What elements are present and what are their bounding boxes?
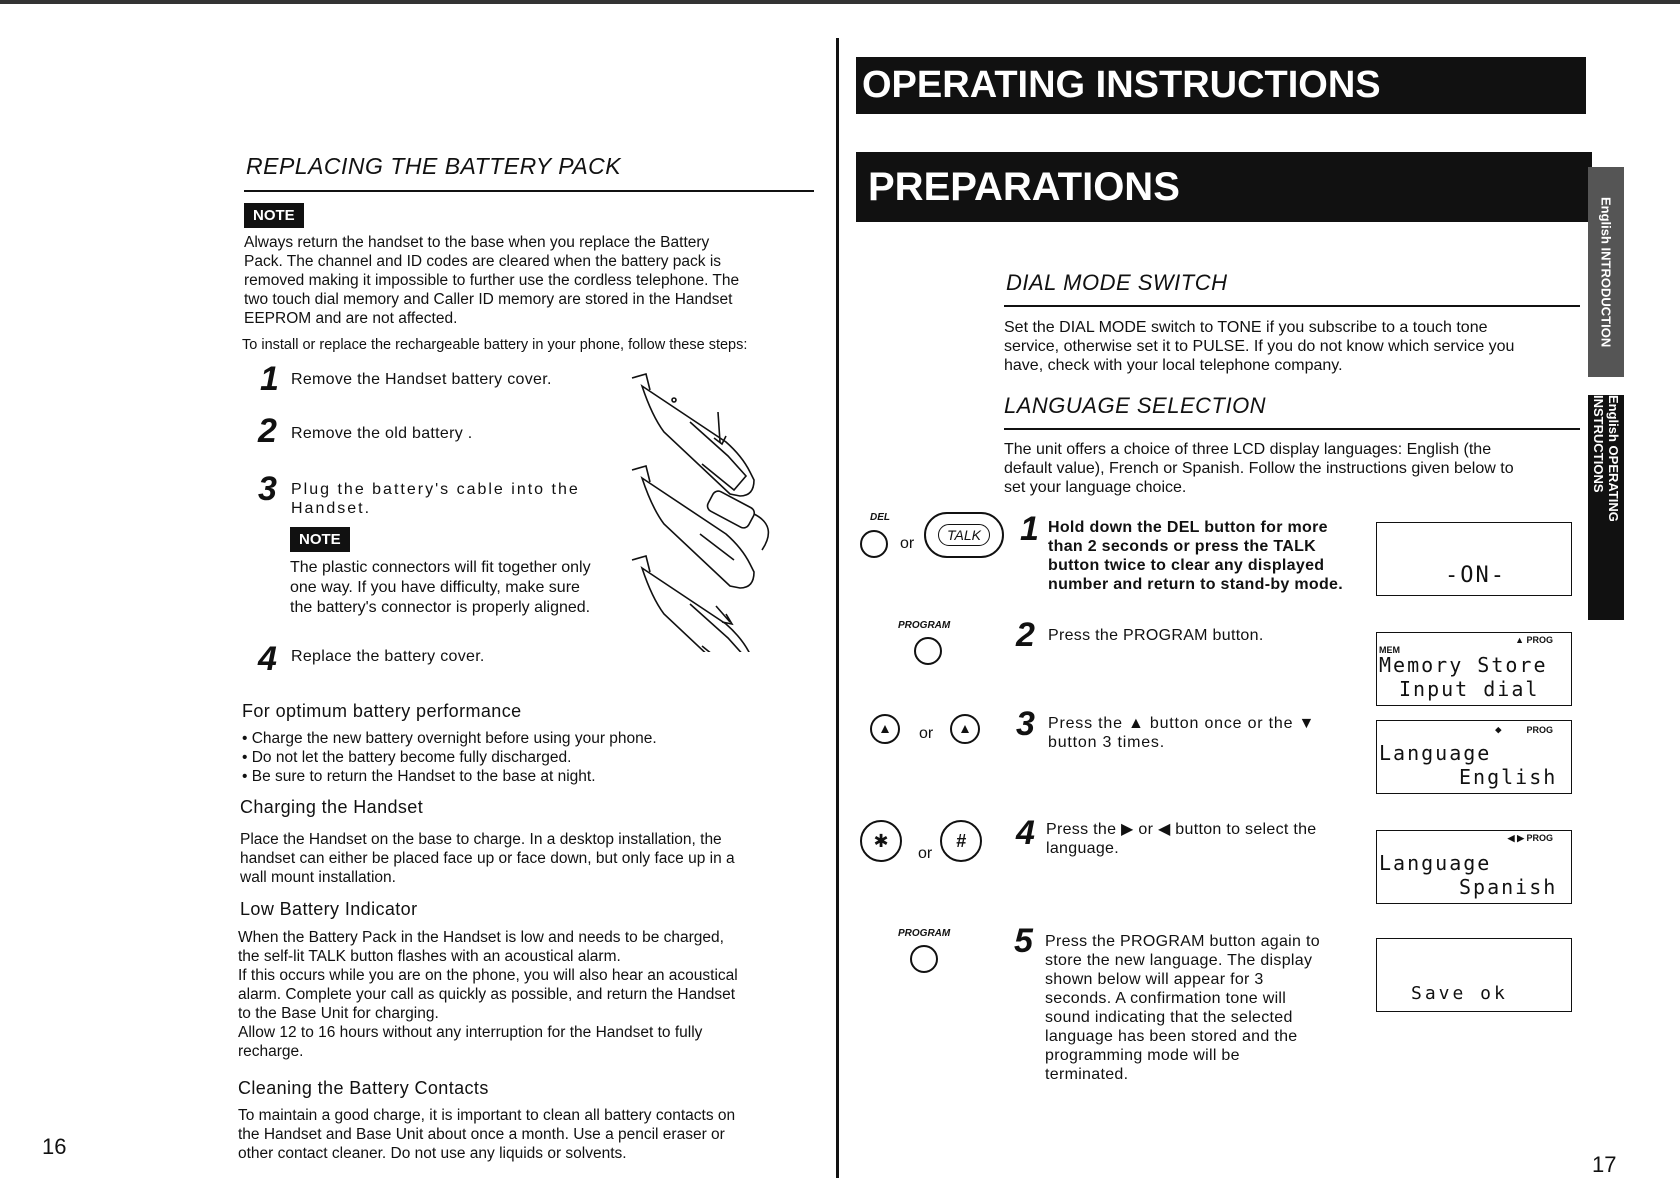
low-battery-heading: Low Battery Indicator <box>240 899 418 919</box>
step-number: 4 <box>258 640 277 678</box>
step-number: 3 <box>1016 705 1035 743</box>
or-text: or <box>918 845 933 862</box>
step-text: Press the PROGRAM button again to store the new language. The display shown below will appear for 3 seconds. A confirmation tone will sound indicating that the selected language has been stored and the programming mode will be terminated. <box>1045 933 1320 1083</box>
step-number: 5 <box>1014 922 1033 960</box>
page-divider <box>836 38 839 1178</box>
or-text: or <box>900 535 915 552</box>
handset-battery-plug <box>632 466 768 588</box>
lcd-line: Save ok <box>1411 983 1508 1004</box>
step3-note-text: The plastic connectors will fit together only one way. If you have difficulty, make sure the battery's connector is properly aligned. <box>290 559 591 616</box>
lcd-display-save <box>1376 938 1572 1012</box>
note-badge: NOTE <box>290 527 350 552</box>
lcd-line: Language <box>1379 851 1492 875</box>
language-title: LANGUAGE SELECTION <box>1004 393 1267 418</box>
optimum-bullets <box>242 729 657 786</box>
lcd-line: Input dial <box>1399 677 1540 701</box>
lcd-mem-indicator: MEM <box>1379 645 1400 655</box>
program-button <box>914 637 942 665</box>
step-number: 2 <box>258 412 277 450</box>
section-rule <box>1004 305 1580 307</box>
list-item: • Do not let the battery become fully discharged. <box>242 749 572 766</box>
section-rule <box>244 190 814 192</box>
lcd-indicator: ◀ ▶ PROG <box>1507 833 1553 843</box>
cleaning-text: To maintain a good charge, it is important to clean all battery contacts on the Handset and Base Unit about once a month. Use a pencil eraser or other contact cleaner. Do not use any liquids or solvents. <box>238 1107 736 1162</box>
step-number: 1 <box>1020 510 1039 548</box>
handset-illustration <box>630 372 800 652</box>
step-text: Remove the old battery . <box>291 425 473 442</box>
low-battery-text: When the Battery Pack in the Handset is low and needs to be charged, the self-lit TALK button flashes with an acoustical alarm. If this occurs while you are on the phone, you will also hear an acoustical alarm. Complete your call as quickly as possible, and return the Handset to the Base Unit for charging. Allow 12 to 16 hours without any interruption for the Handset to fully recharge. <box>238 929 738 1060</box>
section-title: REPLACING THE BATTERY PACK <box>246 153 622 179</box>
step-number: 4 <box>1016 814 1035 852</box>
optimum-heading: For optimum battery performance <box>242 701 522 721</box>
lcd-line: English <box>1459 765 1558 789</box>
preparations-header: PREPARATIONS <box>856 152 1592 222</box>
star-left-button <box>860 820 902 862</box>
note-badge: NOTE <box>244 203 304 228</box>
handset-cover-removal <box>632 374 754 496</box>
lcd-display-standby <box>1376 522 1572 596</box>
top-edge-line <box>0 0 1680 4</box>
lcd-display-spanish <box>1376 830 1572 904</box>
step-number: 1 <box>260 360 279 398</box>
talk-button <box>924 512 1004 558</box>
del-button-label: DEL <box>870 512 890 523</box>
step-number: 2 <box>1016 616 1035 654</box>
up-arrow-icon <box>880 724 890 734</box>
handset-cover-replace <box>632 556 754 652</box>
lcd-display-english <box>1376 720 1572 794</box>
lcd-line: Memory Store <box>1379 653 1548 677</box>
step-text: Remove the Handset battery cover. <box>291 371 552 388</box>
dial-mode-title: DIAL MODE SWITCH <box>1006 270 1228 295</box>
dial-mode-text: Set the DIAL MODE switch to TONE if you subscribe to a touch tone service, otherwise set it to PULSE. If you do not know which service you have, check with your local telephone company. <box>1004 319 1515 374</box>
cleaning-heading: Cleaning the Battery Contacts <box>238 1078 489 1098</box>
operating-instructions-header: OPERATING INSTRUCTIONS <box>856 57 1586 114</box>
step-text: Press the PROGRAM button. <box>1048 627 1264 644</box>
lcd-line: Language <box>1379 741 1492 765</box>
intro-text: To install or replace the rechargeable battery in your phone, follow these steps: <box>242 337 748 353</box>
program-button-label: PROGRAM <box>898 620 951 631</box>
page-number: 16 <box>42 1134 67 1159</box>
lcd-indicator: PROG <box>1526 725 1553 735</box>
arrow-icon <box>960 724 970 734</box>
page-number: 17 <box>1592 1152 1617 1177</box>
hash-label: # <box>955 830 966 851</box>
lcd-line: -ON- <box>1445 563 1506 588</box>
side-tab-operating: English OPERATING INSTRUCTIONS <box>1588 395 1624 620</box>
section-rule <box>1004 428 1580 430</box>
list-item: • Charge the new battery overnight before using your phone. <box>242 730 657 747</box>
program-button-label: PROGRAM <box>898 928 951 939</box>
lcd-display-memory <box>1376 632 1572 706</box>
lcd-indicator: ▲ PROG <box>1515 635 1553 645</box>
step-text: Hold down the DEL button for more than 2 seconds or press the TALK button twice to clear any displayed number and return to stand-by mode. <box>1048 519 1343 593</box>
step-number: 3 <box>258 470 277 508</box>
down-arrow-button <box>950 714 980 744</box>
list-item: • Be sure to return the Handset to the base at night. <box>242 768 596 785</box>
star-label: ✱ <box>873 830 889 851</box>
or-text: or <box>919 725 934 742</box>
program-button <box>910 945 938 973</box>
hash-right-button <box>940 820 982 862</box>
charging-text: Place the Handset on the base to charge. In a desktop installation, the handset can either be placed face up or face down, but only face up in a wall mount installation. <box>240 831 735 886</box>
note-text: Always return the handset to the base when you replace the Battery Pack. The channel and ID codes are cleared when the battery pack is removed making it impossible to further use the cordless telephone. The two touch dial memory and Caller ID memory are stored in the Handset EEPROM and are not affected. <box>244 234 740 327</box>
side-tab-introduction: English INTRODUCTION <box>1588 167 1624 377</box>
lcd-line: Spanish <box>1459 875 1558 899</box>
del-button <box>860 530 888 558</box>
step-text: Replace the battery cover. <box>291 648 485 665</box>
charging-heading: Charging the Handset <box>240 797 424 817</box>
up-arrow-button <box>870 714 900 744</box>
step-text: Press the ▶ or ◀ button to select the language. <box>1046 821 1317 857</box>
language-text: The unit offers a choice of three LCD display languages: English (the default value), French or Spanish. Follow the instructions given below to set your language choice. <box>1004 441 1514 496</box>
updown-indicator-icon: ◆ <box>1495 723 1502 736</box>
step-text: Press the ▲ button once or the ▼ button 3 times. <box>1048 715 1316 751</box>
talk-button-label: TALK <box>938 524 990 546</box>
step-text: Plug the battery's cable into the Handset. <box>291 481 580 517</box>
